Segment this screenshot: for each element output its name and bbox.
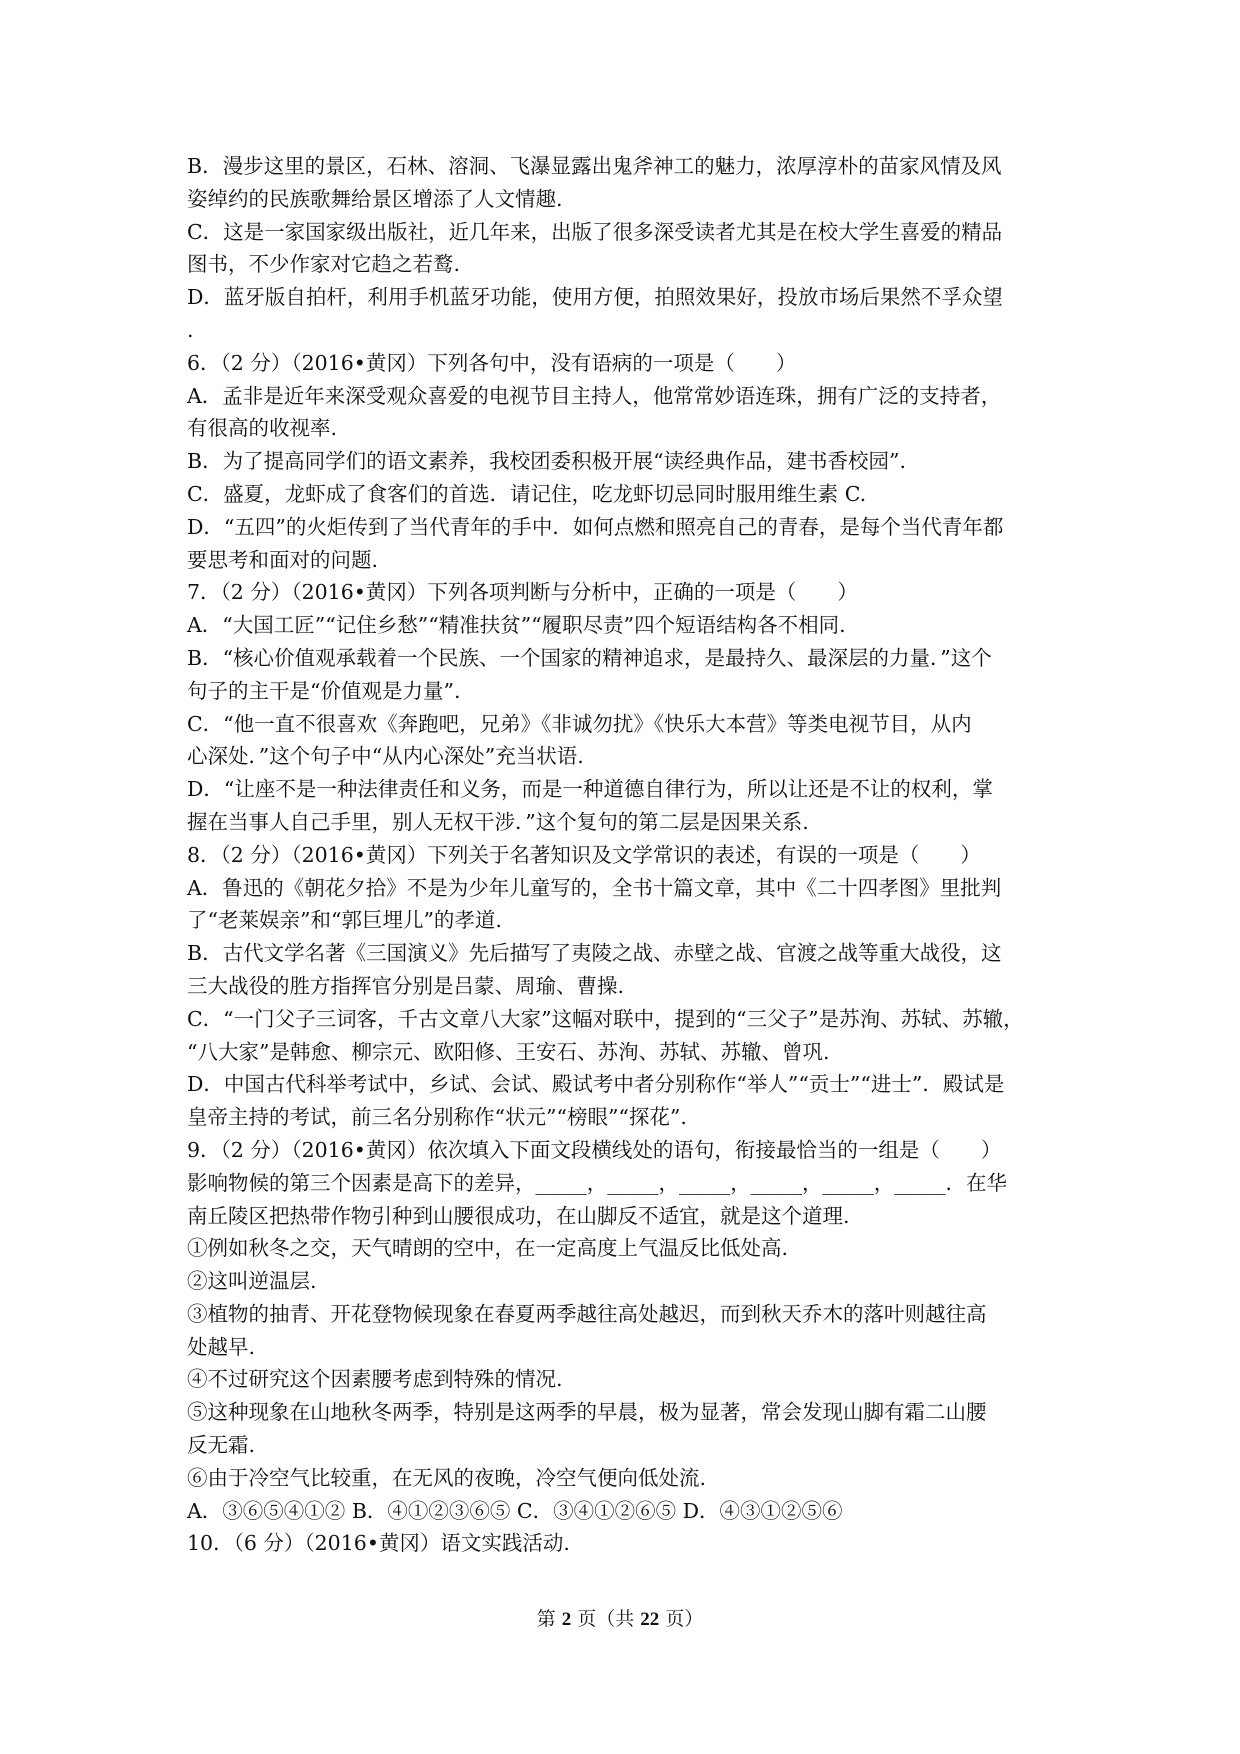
text-line: . [187, 317, 194, 342]
text-line: ⑤这种现象在山地秋冬两季，特别是这两季的早晨，极为显著，常会发现山脚有霜二山腰 [187, 1400, 987, 1425]
page-body [187, 150, 1067, 1560]
text-line: A．“大国工匠”“记住乡愁”“精准扶贫”“履职尽责”四个短语结构各不相同. [187, 613, 846, 638]
page-footer [0, 1604, 1240, 1631]
text-line: 南丘陵区把热带作物引种到山腰很成功，在山脚反不适宜，就是这个道理. [187, 1203, 850, 1228]
text-line: C．盛夏，龙虾成了食客们的首选．请记住，吃龙虾切忌同时服用维生素 C. [187, 481, 867, 506]
text-line: 反无霜. [187, 1433, 256, 1458]
text-line: 握在当事人自己手里，别人无权干涉．”这个复句的第二层是因果关系. [187, 809, 809, 834]
text-line: “八大家”是韩愈、柳宗元、欧阳修、王安石、苏洵、苏轼、苏辙、曾巩. [187, 1039, 830, 1064]
text-line: 句子的主干是“价值观是力量”. [187, 678, 461, 703]
text-line: ⑥由于冷空气比较重，在无风的夜晚，冷空气便向低处流. [187, 1465, 707, 1490]
text-line: B．古代文学名著《三国演义》先后描写了夷陵之战、赤壁之战、官渡之战等重大战役，这 [187, 941, 1002, 966]
text-line: ②这叫逆温层. [187, 1269, 317, 1294]
question-7-title: 7．（2 分）（2016•黄冈）下列各项判断与分析中，正确的一项是（ ） [187, 580, 858, 605]
text-line: D．“五四”的火炬传到了当代青年的手中．如何点燃和照亮自己的青春，是每个当代青年都 [187, 514, 1004, 539]
question-10-title: 10．（6 分）（2016•黄冈）语文实践活动. [187, 1531, 570, 1556]
text-line: 影响物候的第三个因素是高下的差异，_____，_____，_____，_____，_____，_____．在华 [187, 1170, 1007, 1195]
text-line: D．中国古代科举考试中，乡试、会试、殿试考中者分别称作“举人”“贡士”“进士”．殿试是 [187, 1072, 1005, 1097]
text-line: ④不过研究这个因素腰考虑到特殊的情况. [187, 1367, 563, 1392]
text-line: ③植物的抽青、开花登物候现象在春夏两季越往高处越迟，而到秋天乔木的落叶则越往高 [187, 1301, 987, 1326]
answer-options: A．③⑥⑤④①② B．④①②③⑥⑤ C．③④①②⑥⑤ D．④③①②⑤⑥ [187, 1498, 843, 1523]
text-line: B．“核心价值观承载着一个民族、一个国家的精神追求，是最持久、最深层的力量．”这个 [187, 645, 992, 670]
text-line: 有很高的收视率. [187, 416, 338, 441]
text-line: 皇帝主持的考试，前三名分别称作“状元”“榜眼”“探花”. [187, 1105, 687, 1130]
page-number: 2 [561, 1609, 572, 1630]
question-9-title: 9．（2 分）（2016•黄冈）依次填入下面文段横线处的语句，衔接最恰当的一组是（ ） [187, 1137, 1002, 1162]
page-total: 22 [640, 1609, 660, 1630]
text-line: C．这是一家国家级出版社，近几年来，出版了很多深受读者尤其是在校大学生喜爱的精品 [187, 219, 1003, 244]
question-8-title: 8．（2 分）（2016•黄冈）下列关于名著知识及文学常识的表述，有误的一项是（ ） [187, 842, 981, 867]
text-line: 图书，不少作家对它趋之若鹜. [187, 252, 461, 277]
text-line: 要思考和面对的问题. [187, 547, 379, 572]
text-line: 处越早. [187, 1334, 256, 1359]
question-6-title: 6．（2 分）（2016•黄冈）下列各句中，没有语病的一项是（ ） [187, 350, 797, 375]
text-line: 心深处．”这个句子中“从内心深处”充当状语. [187, 744, 584, 769]
text-line: D．“让座不是一种法律责任和义务，而是一种道德自律行为，所以让还是不让的权利，掌 [187, 777, 993, 802]
text-line: 三大战役的胜方指挥官分别是吕蒙、周瑜、曹操. [187, 973, 625, 998]
footer-middle: 页（共 [571, 1608, 641, 1630]
text-line: ①例如秋冬之交，天气晴朗的空中，在一定高度上气温反比低处高. [187, 1236, 789, 1261]
text-line: A．鲁迅的《朝花夕拾》不是为少年儿童写的，全书十篇文章，其中《二十四孝图》里批判 [187, 875, 1002, 900]
text-line: A．孟非是近年来深受观众喜爱的电视节目主持人，他常常妙语连珠，拥有广泛的支持者， [187, 383, 1002, 408]
text-line: 姿绰约的民族歌舞给景区增添了人文情趣. [187, 186, 563, 211]
footer-prefix: 第 [536, 1608, 562, 1630]
text-line: B．为了提高同学们的语文素养，我校团委积极开展“读经典作品，建书香校园”. [187, 449, 907, 474]
text-line: D．蓝牙版自拍杆，利用手机蓝牙功能，使用方便，拍照效果好，投放市场后果然不孚众望 [187, 285, 1003, 310]
text-line: 了“老莱娱亲”和“郭巨埋儿”的孝道. [187, 908, 502, 933]
footer-suffix: 页） [659, 1608, 704, 1630]
text-line: B．漫步这里的景区，石林、溶洞、飞瀑显露出鬼斧神工的魅力，浓厚淳朴的苗家风情及风 [187, 154, 1002, 178]
text-line: C．“一门父子三词客，千古文章八大家”这幅对联中，提到的“三父子”是苏洵、苏轼、苏辙， [187, 1006, 1024, 1031]
text-line: C．“他一直不很喜欢《奔跑吧，兄弟》《非诚勿扰》《快乐大本营》等类电视节目，从内 [187, 711, 972, 736]
